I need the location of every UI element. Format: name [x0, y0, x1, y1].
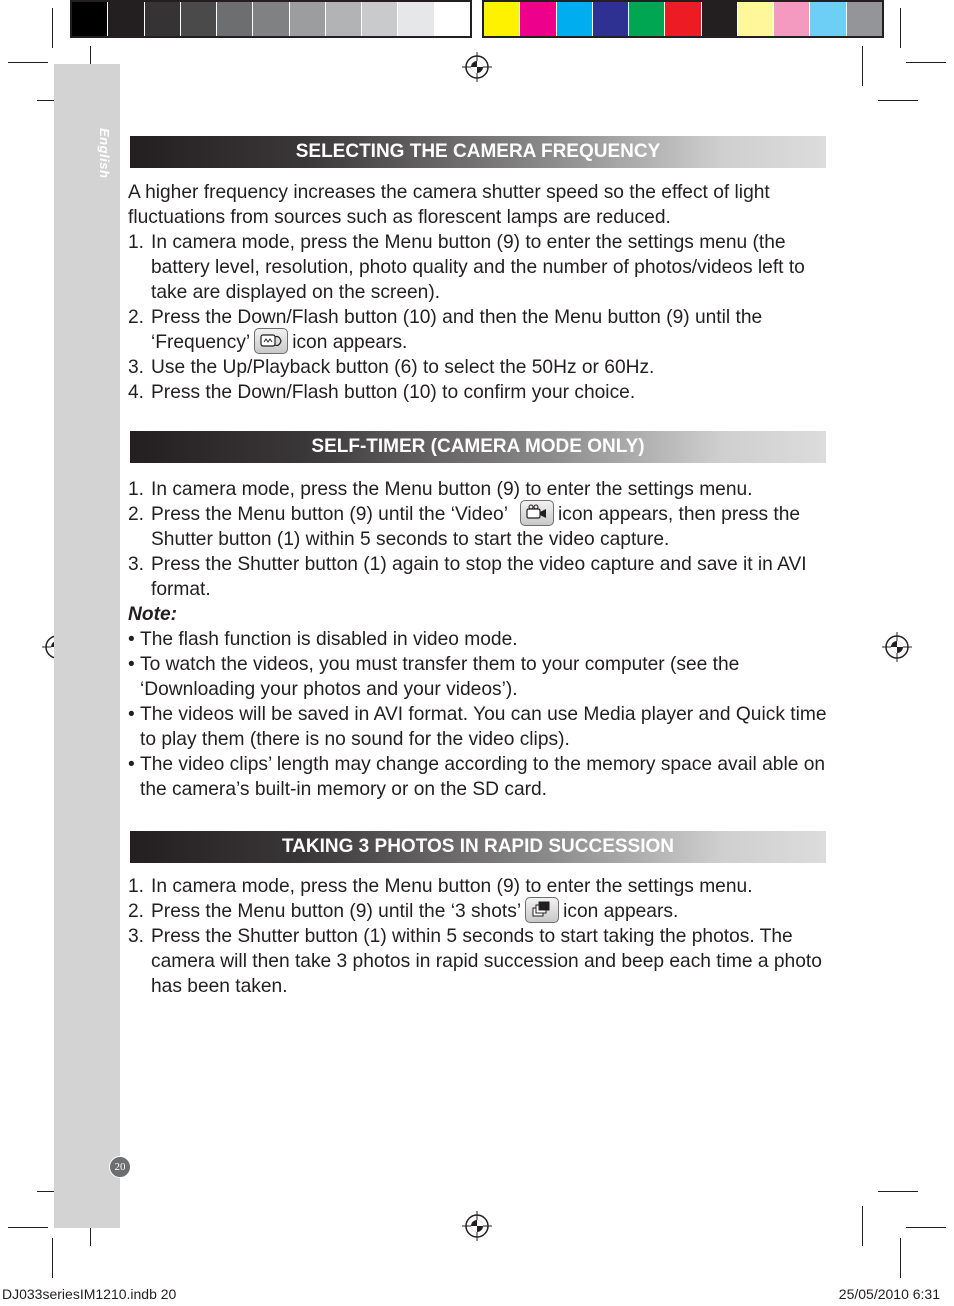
- three-shots-icon: [525, 897, 559, 923]
- color-swatch: [362, 2, 398, 36]
- list-item: 4. Press the Down/Flash button (10) to confirm your choice.: [128, 382, 636, 403]
- frequency-icon: [254, 328, 288, 354]
- registration-mark-icon: [462, 52, 492, 82]
- section-body-camera-frequency: [128, 180, 828, 405]
- section-title-camera-frequency: SELECTING THE CAMERA FREQUENCY: [130, 136, 826, 168]
- list-item: 1. In camera mode, press the Menu button (9) to enter the settings menu.: [128, 479, 753, 500]
- color-swatch: [181, 2, 217, 36]
- language-label: English: [97, 128, 112, 179]
- registration-mark-icon: [882, 632, 912, 662]
- section-body-self-timer: [128, 477, 828, 802]
- list-item: 3. Press the Shutter button (1) within 5 seconds to start taking the photos. The camera will then take 3 photos in rapid succession and beep each time a photo has been taken.: [128, 926, 822, 997]
- process-color-bar: [482, 0, 884, 38]
- page-number: 20: [109, 1156, 131, 1178]
- list-item: 2. Press the Menu button (9) until the ‘3 shots’ icon appears.: [128, 899, 828, 924]
- video-icon: [520, 500, 554, 526]
- color-swatch: [398, 2, 434, 36]
- color-swatch: [557, 2, 593, 36]
- color-swatch: [72, 2, 108, 36]
- list-item: 3. Use the Up/Playback button (6) to select the 50Hz or 60Hz.: [128, 357, 655, 378]
- bullet-item: • To watch the videos, you must transfer them to your computer (see the ‘Downloading your photos and your videos’).: [128, 654, 740, 700]
- color-swatch: [520, 2, 556, 36]
- sidebar-strip: [54, 64, 120, 1228]
- color-swatch: [593, 2, 629, 36]
- color-swatch: [702, 2, 738, 36]
- color-swatch: [484, 2, 520, 36]
- footer-file-slug: DJ033seriesIM1210.indb 20: [2, 1286, 177, 1302]
- color-swatch: [435, 2, 470, 36]
- color-swatch: [108, 2, 144, 36]
- grayscale-color-bar: [70, 0, 472, 38]
- section-body-rapid-succession: [128, 874, 828, 999]
- color-swatch: [145, 2, 181, 36]
- section-title-self-timer: SELF-TIMER (CAMERA MODE ONLY): [130, 431, 826, 463]
- bullet-item: • The flash function is disabled in video mode.: [128, 629, 518, 650]
- section-title-rapid-succession: TAKING 3 PHOTOS IN RAPID SUCCESSION: [130, 831, 826, 863]
- list-item: 2. Press the Down/Flash button (10) and then the Menu button (9) until the ‘Frequency’ icon appears.: [128, 307, 763, 353]
- color-swatch: [290, 2, 326, 36]
- bullet-item: • The videos will be saved in AVI format. You can use Media player and Quick time to play them (there is no sound for the video clips).: [128, 704, 827, 750]
- color-swatch: [665, 2, 701, 36]
- list-item: 3. Press the Shutter button (1) again to stop the video capture and save it in AVI format.: [128, 554, 807, 600]
- color-swatch: [847, 2, 882, 36]
- intro-paragraph: A higher frequency increases the camera shutter speed so the effect of light fluctuations from sources such as florescent lamps are reduced.: [128, 182, 770, 228]
- color-swatch: [253, 2, 289, 36]
- bullet-item: • The video clips’ length may change according to the memory space avail able on the camera’s built-in memory or on the SD card.: [128, 754, 826, 800]
- list-item: 2. Press the Menu button (9) until the ‘Video’ icon appears, then press the Shutter button (1) within 5 seconds to start the video capture.: [128, 502, 828, 552]
- list-item: 1. In camera mode, press the Menu button (9) to enter the settings menu (the battery level, resolution, photo quality and the number of photos/videos left to take are displayed on the screen).: [128, 232, 805, 303]
- color-swatch: [629, 2, 665, 36]
- registration-mark-icon: [462, 1211, 492, 1241]
- color-swatch: [738, 2, 774, 36]
- color-swatch: [326, 2, 362, 36]
- note-label: Note:: [128, 604, 178, 625]
- color-swatch: [810, 2, 846, 36]
- list-item: 1. In camera mode, press the Menu button (9) to enter the settings menu.: [128, 876, 753, 897]
- footer-date-slug: 25/05/2010 6:31: [838, 1286, 940, 1302]
- color-swatch: [774, 2, 810, 36]
- color-swatch: [217, 2, 253, 36]
